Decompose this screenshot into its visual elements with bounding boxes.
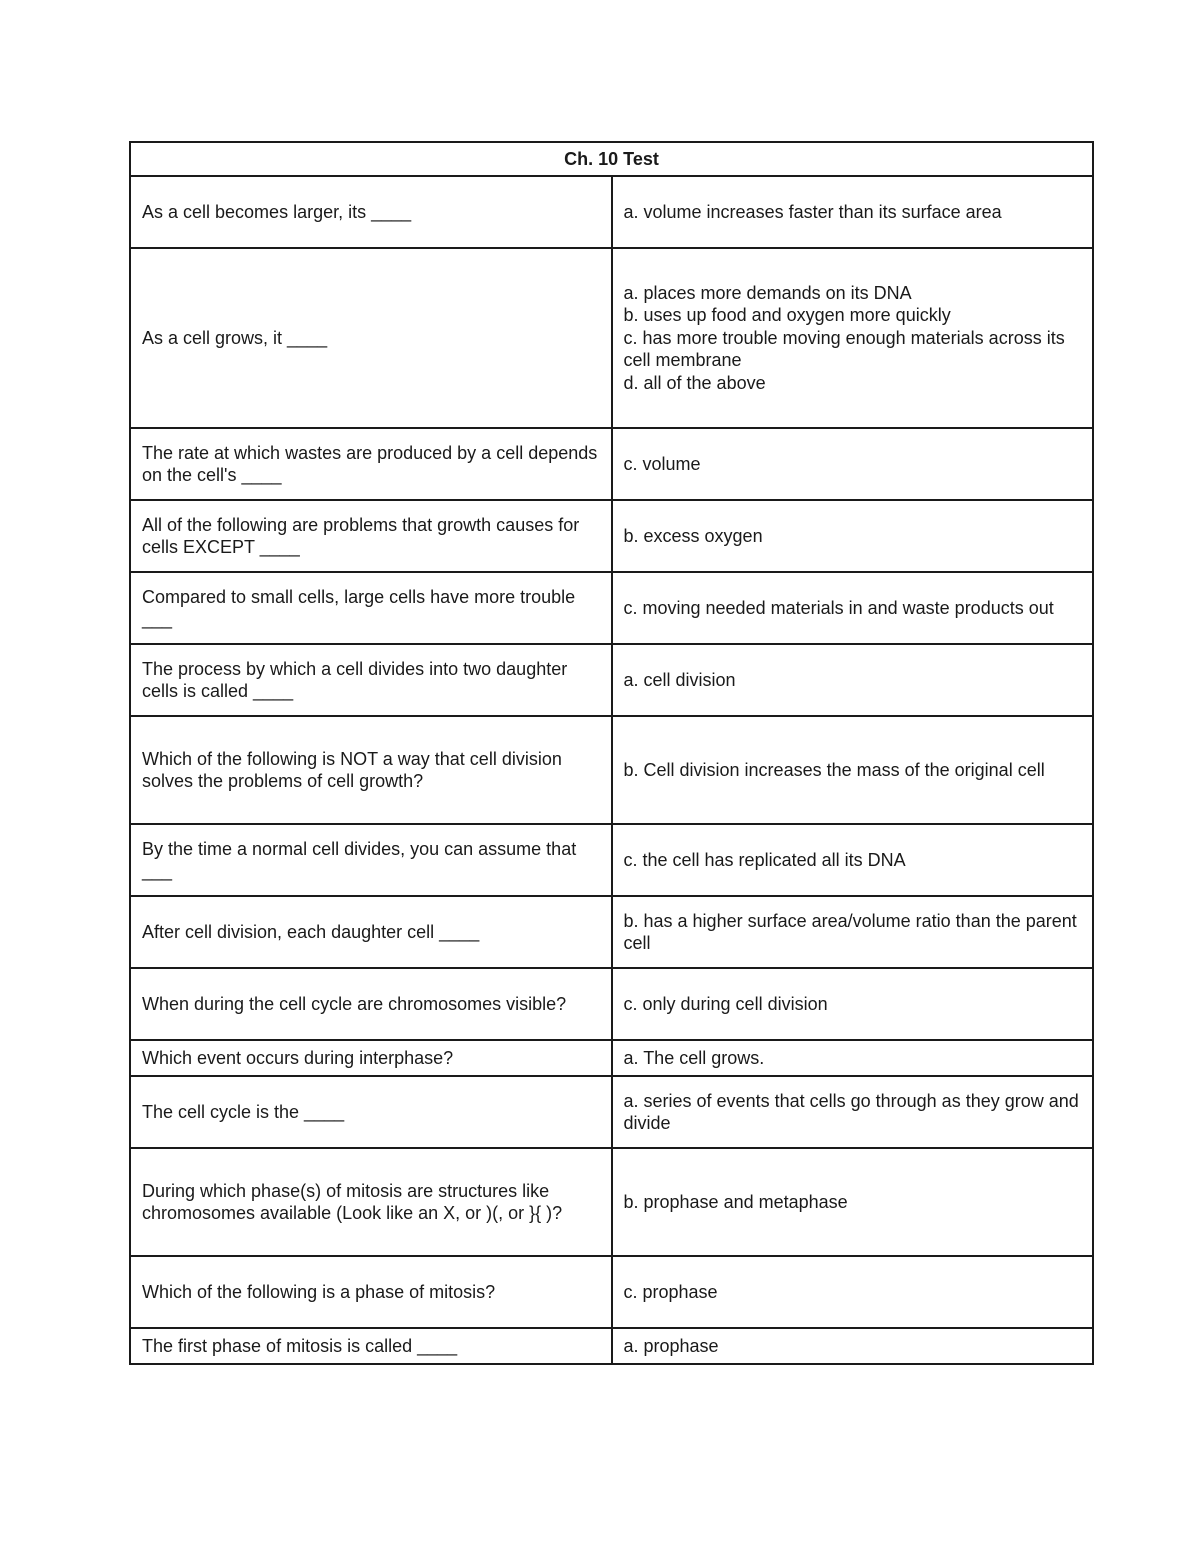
answer-line: d. all of the above — [623, 372, 766, 393]
answer-cell — [612, 824, 1094, 896]
answer-line: c. only during cell division — [623, 993, 828, 1014]
answer-cell — [612, 716, 1094, 824]
table-row — [130, 1148, 1093, 1256]
test-table — [129, 141, 1094, 1365]
answer-cell — [612, 644, 1094, 716]
table-row — [130, 968, 1093, 1040]
page-title: Ch. 10 Test — [130, 142, 1093, 176]
table-row — [130, 644, 1093, 716]
answer-cell — [612, 572, 1094, 644]
table-row — [130, 500, 1093, 572]
answer-line: c. volume — [623, 453, 701, 474]
answer-line: c. has more trouble moving enough materials across its cell membrane — [623, 327, 1065, 371]
answer-line: a. volume increases faster than its surface area — [623, 201, 1002, 222]
question-cell: Which event occurs during interphase? — [130, 1040, 612, 1076]
question-cell: After cell division, each daughter cell ____ — [130, 896, 612, 968]
question-cell: All of the following are problems that growth causes for cells EXCEPT ____ — [130, 500, 612, 572]
answer-cell — [612, 1148, 1094, 1256]
table-row — [130, 248, 1093, 428]
answer-cell — [612, 428, 1094, 500]
answer-line: b. excess oxygen — [623, 525, 763, 546]
question-cell: The cell cycle is the ____ — [130, 1076, 612, 1148]
answer-cell — [612, 500, 1094, 572]
table-row — [130, 1256, 1093, 1328]
answer-line: b. Cell division increases the mass of the original cell — [623, 759, 1045, 780]
table-row — [130, 896, 1093, 968]
table-row — [130, 428, 1093, 500]
answer-cell — [612, 176, 1094, 248]
answer-line: c. moving needed materials in and waste products out — [623, 597, 1054, 618]
question-cell: When during the cell cycle are chromosomes visible? — [130, 968, 612, 1040]
answer-line: b. prophase and metaphase — [623, 1191, 848, 1212]
answer-line: c. prophase — [623, 1281, 718, 1302]
answer-line: a. The cell grows. — [623, 1047, 765, 1068]
question-cell: As a cell becomes larger, its ____ — [130, 176, 612, 248]
answer-cell — [612, 248, 1094, 428]
answer-cell — [612, 968, 1094, 1040]
table-row — [130, 716, 1093, 824]
title-row — [130, 142, 1093, 176]
question-cell: Which of the following is NOT a way that cell division solves the problems of cell growth? — [130, 716, 612, 824]
answer-cell — [612, 1256, 1094, 1328]
table-row — [130, 1328, 1093, 1364]
question-cell: The process by which a cell divides into two daughter cells is called ____ — [130, 644, 612, 716]
answer-cell — [612, 1076, 1094, 1148]
question-cell: The first phase of mitosis is called ____ — [130, 1328, 612, 1364]
answer-line: b. uses up food and oxygen more quickly — [623, 305, 951, 326]
table-row — [130, 572, 1093, 644]
answer-cell — [612, 1040, 1094, 1076]
answer-cell — [612, 1328, 1094, 1364]
question-cell: Compared to small cells, large cells have more trouble ___ — [130, 572, 612, 644]
answer-line: a. cell division — [623, 669, 736, 690]
answer-line: c. the cell has replicated all its DNA — [623, 849, 906, 870]
table-row — [130, 1076, 1093, 1148]
answer-line: a. places more demands on its DNA — [623, 282, 912, 303]
answer-line: a. series of events that cells go through as they grow and divide — [623, 1090, 1079, 1133]
table-row — [130, 176, 1093, 248]
answer-line: b. has a higher surface area/volume ratio than the parent cell — [623, 910, 1077, 953]
question-cell: Which of the following is a phase of mitosis? — [130, 1256, 612, 1328]
question-cell: During which phase(s) of mitosis are structures like chromosomes available (Look like an X, or )(, or }{ )? — [130, 1148, 612, 1256]
table-row — [130, 824, 1093, 896]
answer-line: a. prophase — [623, 1335, 719, 1356]
question-cell: The rate at which wastes are produced by a cell depends on the cell's ____ — [130, 428, 612, 500]
answer-cell — [612, 896, 1094, 968]
table-row — [130, 1040, 1093, 1076]
question-cell: By the time a normal cell divides, you can assume that ___ — [130, 824, 612, 896]
question-cell: As a cell grows, it ____ — [130, 248, 612, 428]
